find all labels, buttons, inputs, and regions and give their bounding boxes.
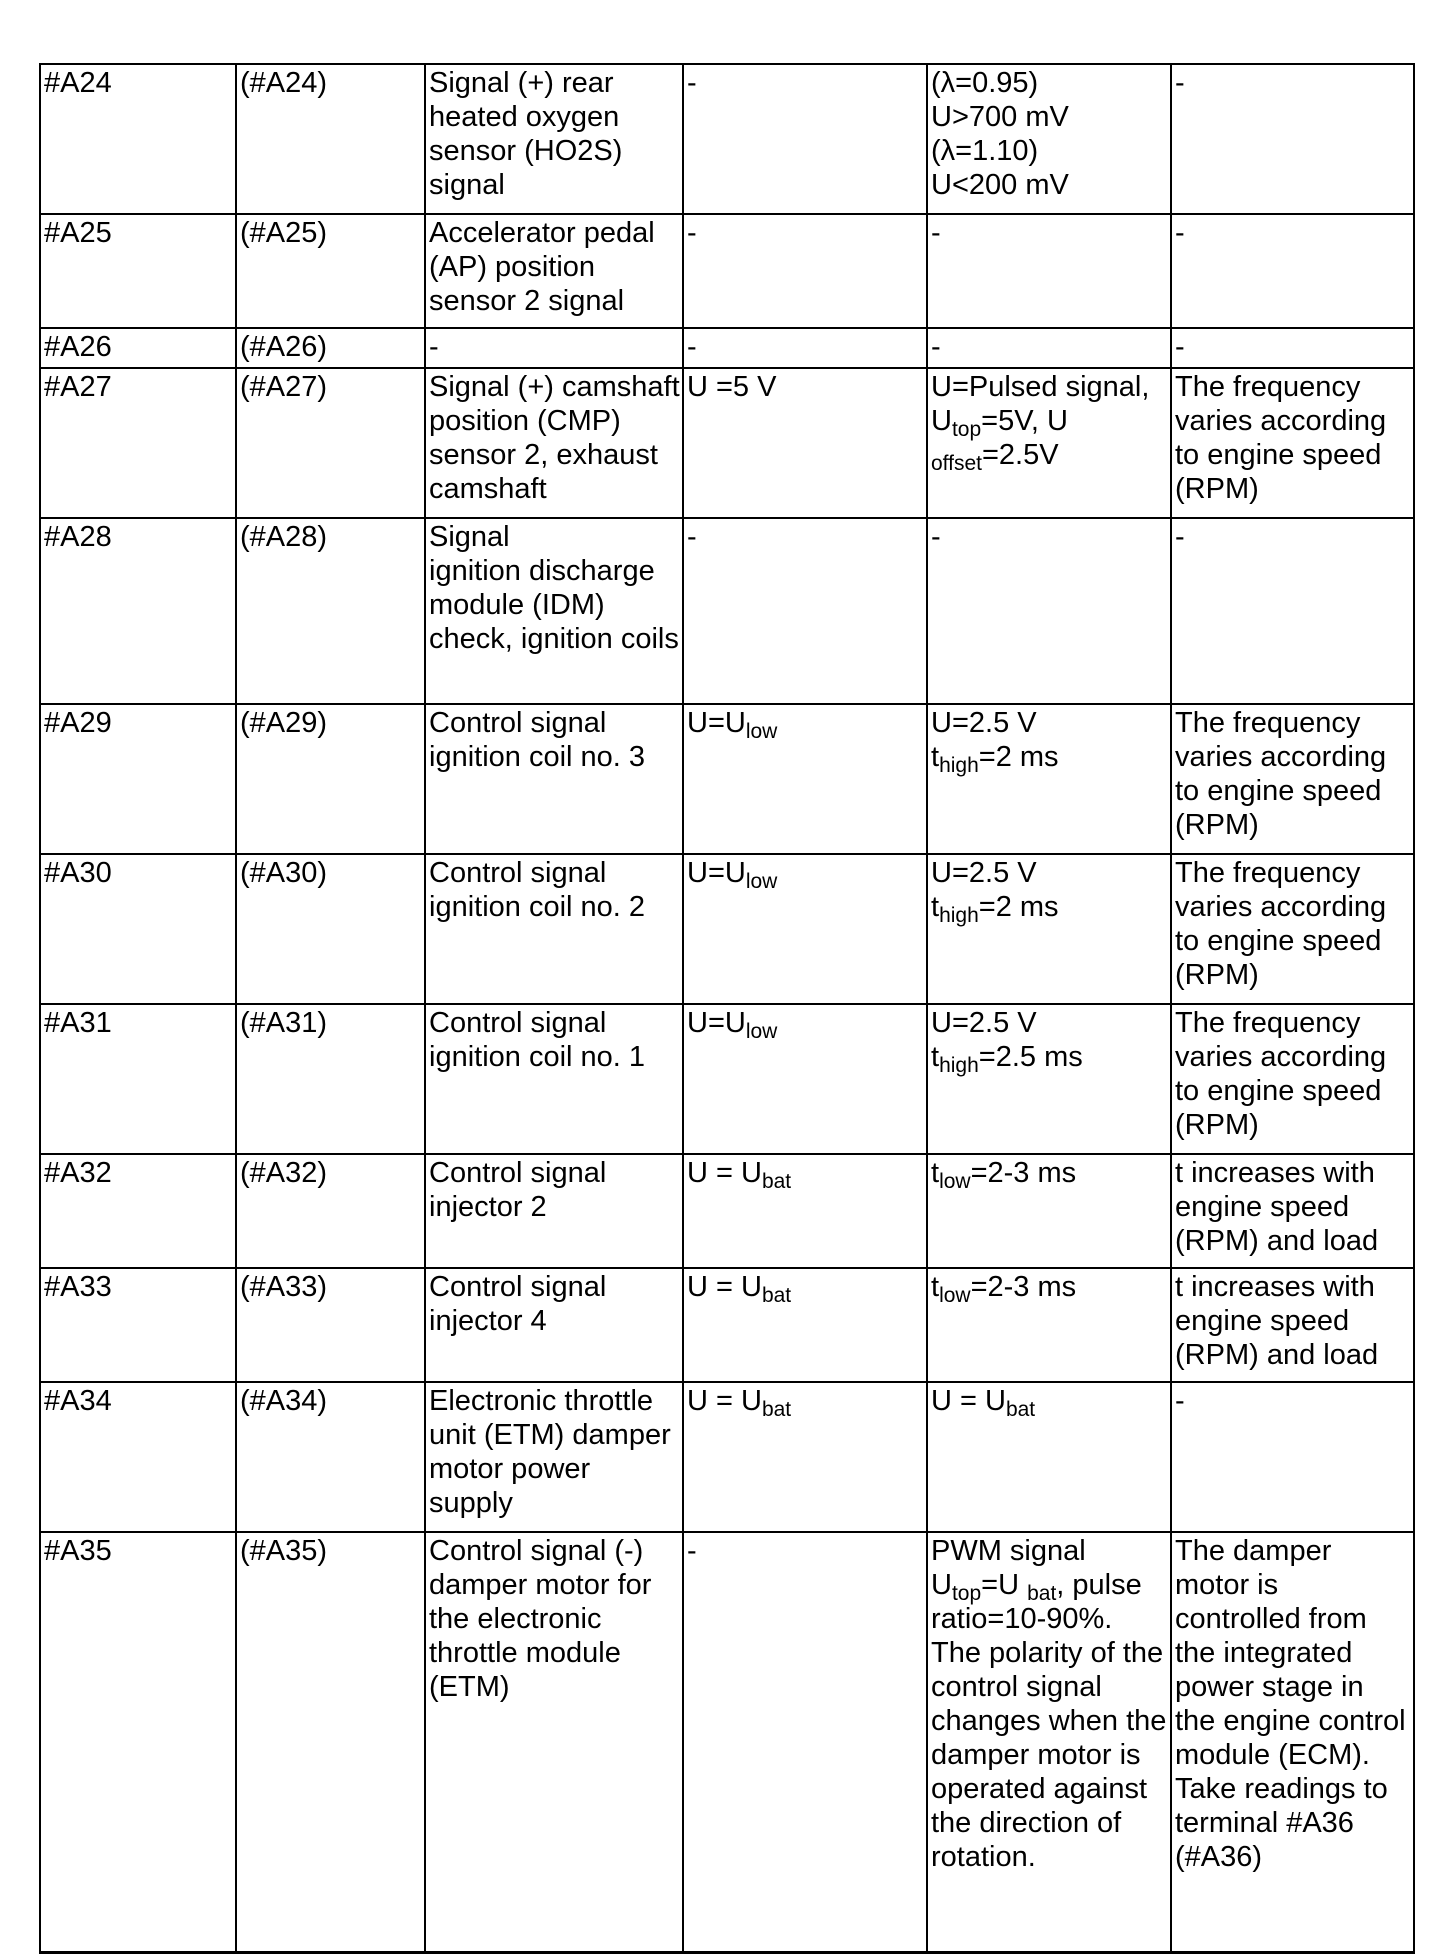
notes-cell: t increases with engine speed (RPM) and load: [1171, 1154, 1414, 1268]
value-cell-1: $U = U_{bat}$: [683, 1154, 927, 1268]
pin-ref-cell: (#A35): [236, 1532, 425, 1952]
notes-cell: The frequency varies according to engine speed (RPM): [1171, 368, 1414, 518]
pin-cell: #A25: [40, 214, 236, 328]
value-cell-1: -: [683, 328, 927, 368]
table-row: [40, 1268, 1414, 1382]
pin-table-body: [40, 64, 1414, 1952]
pin-ref-cell: (#A31): [236, 1004, 425, 1154]
description-cell: Control signal (-) damper motor for the electronic throttle module (ETM): [425, 1532, 683, 1952]
value-cell-2: -: [927, 214, 1171, 328]
pin-ref-cell: (#A28): [236, 518, 425, 704]
value-cell-1: $U = U_{bat}$: [683, 1268, 927, 1382]
pin-ref-cell: (#A26): [236, 328, 425, 368]
value-cell-1: $U = U_{bat}$: [683, 1382, 927, 1532]
pin-cell: #A34: [40, 1382, 236, 1532]
value-cell-2: U=Pulsed signal, $U_{top}=5V$, U $_{offset}$=2.5V: [927, 368, 1171, 518]
pin-cell: #A26: [40, 328, 236, 368]
pin-cell: #A35: [40, 1532, 236, 1952]
table-row: [40, 64, 1414, 214]
pin-ref-cell: (#A33): [236, 1268, 425, 1382]
notes-cell: The frequency varies according to engine speed (RPM): [1171, 854, 1414, 1004]
table-row: [40, 1004, 1414, 1154]
value-cell-2: $t_{low}=2-3$ ms: [927, 1268, 1171, 1382]
value-cell-1: $U=U_{low}$: [683, 854, 927, 1004]
value-cell-2: U=2.5 V $t_{high}=2.5$ ms: [927, 1004, 1171, 1154]
pin-cell: #A24: [40, 64, 236, 214]
value-cell-1: $U=U_{low}$: [683, 704, 927, 854]
table-row: [40, 1382, 1414, 1532]
notes-cell: -: [1171, 518, 1414, 704]
value-cell-2: -: [927, 518, 1171, 704]
table-row: [40, 328, 1414, 368]
pin-cell: #A29: [40, 704, 236, 854]
notes-cell: t increases with engine speed (RPM) and load: [1171, 1268, 1414, 1382]
table-row: [40, 368, 1414, 518]
value-cell-2: PWM signal $U_{top}=U$ $_{bat}$, pulse ratio=10-90%. The polarity of the control signal changes when the damper motor is operated against the direction of rotation.: [927, 1532, 1171, 1952]
notes-cell: -: [1171, 214, 1414, 328]
pin-cell: #A30: [40, 854, 236, 1004]
value-cell-2: -: [927, 328, 1171, 368]
description-cell: Signal (+) camshaft position (CMP) sensor 2, exhaust camshaft: [425, 368, 683, 518]
table-row: [40, 854, 1414, 1004]
pin-cell: #A28: [40, 518, 236, 704]
value-cell-1: U =5 V: [683, 368, 927, 518]
table-row: [40, 704, 1414, 854]
table-row: [40, 518, 1414, 704]
value-cell-2: U=2.5 V $t_{high}=2$ ms: [927, 854, 1171, 1004]
pin-table: [39, 63, 1415, 1954]
value-cell-1: $U=U_{low}$: [683, 1004, 927, 1154]
description-cell: Electronic throttle unit (ETM) damper motor power supply: [425, 1382, 683, 1532]
notes-cell: -: [1171, 1382, 1414, 1532]
value-cell-2: $U = U_{bat}$: [927, 1382, 1171, 1532]
value-cell-2: (λ=0.95) U>700 mV (λ=1.10) U<200 mV: [927, 64, 1171, 214]
description-cell: Accelerator pedal (AP) position sensor 2 signal: [425, 214, 683, 328]
value-cell-1: -: [683, 518, 927, 704]
value-cell-2: U=2.5 V $t_{high}=2$ ms: [927, 704, 1171, 854]
value-cell-2: $t_{low}=2-3$ ms: [927, 1154, 1171, 1268]
pin-cell: #A31: [40, 1004, 236, 1154]
description-cell: Signal ignition discharge module (IDM) check, ignition coils: [425, 518, 683, 704]
description-cell: Signal (+) rear heated oxygen sensor (HO2S) signal: [425, 64, 683, 214]
description-cell: Control signal ignition coil no. 2: [425, 854, 683, 1004]
notes-cell: -: [1171, 64, 1414, 214]
description-cell: Control signal injector 2: [425, 1154, 683, 1268]
description-cell: -: [425, 328, 683, 368]
description-cell: Control signal ignition coil no. 1: [425, 1004, 683, 1154]
pin-ref-cell: (#A24): [236, 64, 425, 214]
description-cell: Control signal injector 4: [425, 1268, 683, 1382]
notes-cell: The frequency varies according to engine speed (RPM): [1171, 1004, 1414, 1154]
pin-ref-cell: (#A27): [236, 368, 425, 518]
value-cell-1: -: [683, 64, 927, 214]
pin-ref-cell: (#A32): [236, 1154, 425, 1268]
pin-ref-cell: (#A29): [236, 704, 425, 854]
pin-ref-cell: (#A25): [236, 214, 425, 328]
pin-ref-cell: (#A34): [236, 1382, 425, 1532]
notes-cell: -: [1171, 328, 1414, 368]
pin-cell: #A33: [40, 1268, 236, 1382]
pin-ref-cell: (#A30): [236, 854, 425, 1004]
value-cell-1: -: [683, 214, 927, 328]
value-cell-1: -: [683, 1532, 927, 1952]
description-cell: Control signal ignition coil no. 3: [425, 704, 683, 854]
pin-cell: #A27: [40, 368, 236, 518]
pin-cell: #A32: [40, 1154, 236, 1268]
notes-cell: The damper motor is controlled from the integrated power stage in the engine control module (ECM). Take readings to terminal #A36 (#A36): [1171, 1532, 1414, 1952]
notes-cell: The frequency varies according to engine speed (RPM): [1171, 704, 1414, 854]
table-row: [40, 1154, 1414, 1268]
table-row: [40, 1532, 1414, 1952]
table-row: [40, 214, 1414, 328]
